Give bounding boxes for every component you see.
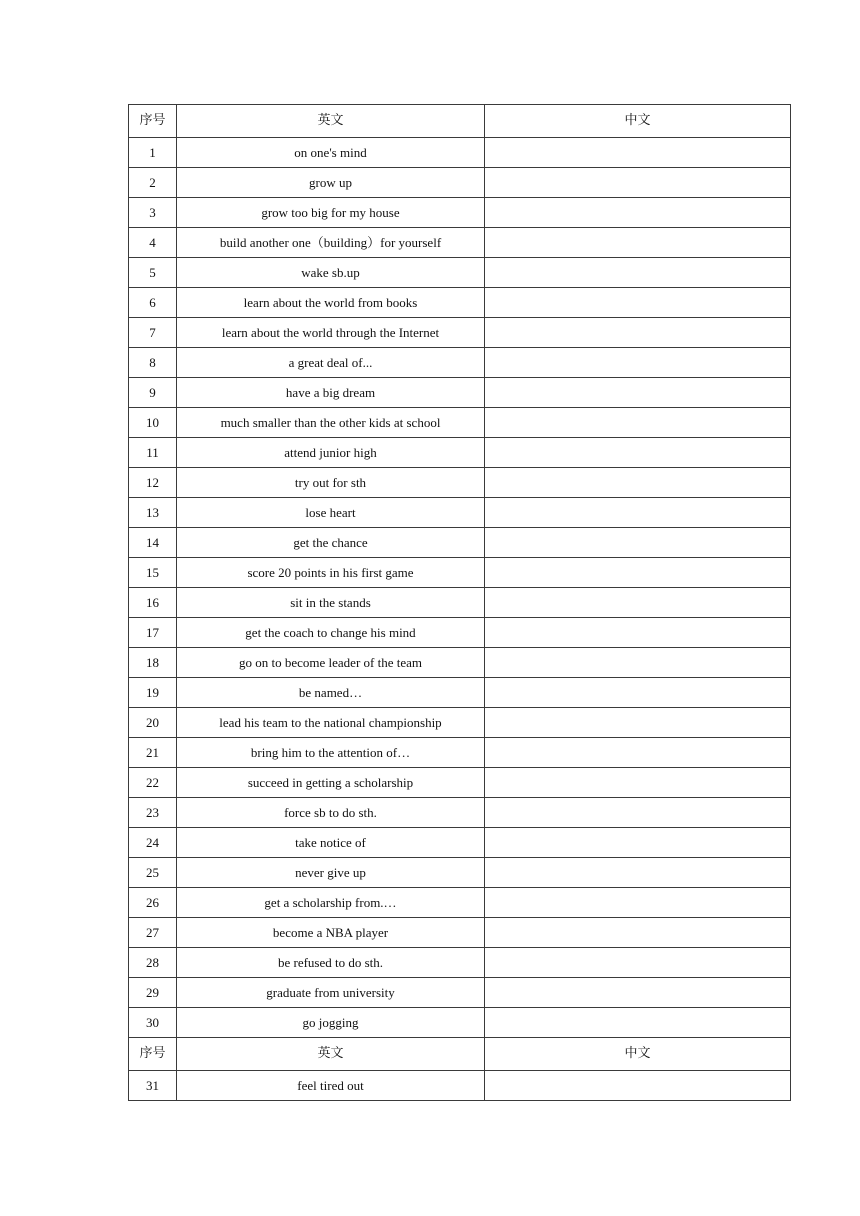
english-phrase: lead his team to the national championship [177,708,485,738]
row-number: 29 [129,978,177,1008]
chinese-translation-cell[interactable] [485,438,791,468]
table-row [129,468,791,498]
chinese-translation-cell[interactable] [485,228,791,258]
table-row [129,648,791,678]
table-header-row [129,1038,791,1071]
english-phrase: get the chance [177,528,485,558]
row-number: 11 [129,438,177,468]
row-number: 8 [129,348,177,378]
chinese-translation-cell[interactable] [485,888,791,918]
row-number: 20 [129,708,177,738]
header-english: 英文 [177,105,485,138]
chinese-translation-cell[interactable] [485,798,791,828]
chinese-translation-cell[interactable] [485,648,791,678]
chinese-translation-cell[interactable] [485,738,791,768]
row-number: 19 [129,678,177,708]
row-number: 6 [129,288,177,318]
english-phrase: take notice of [177,828,485,858]
english-phrase: learn about the world through the Internet [177,318,485,348]
english-phrase: graduate from university [177,978,485,1008]
row-number: 15 [129,558,177,588]
chinese-translation-cell[interactable] [485,1008,791,1038]
table-row [129,528,791,558]
row-number: 25 [129,858,177,888]
table-row [129,288,791,318]
table-row [129,348,791,378]
chinese-translation-cell[interactable] [485,378,791,408]
chinese-translation-cell[interactable] [485,408,791,438]
row-number: 13 [129,498,177,528]
header-chinese: 中文 [485,105,791,138]
chinese-translation-cell[interactable] [485,528,791,558]
english-phrase: grow up [177,168,485,198]
english-phrase: be refused to do sth. [177,948,485,978]
chinese-translation-cell[interactable] [485,498,791,528]
english-phrase: learn about the world from books [177,288,485,318]
english-phrase: sit in the stands [177,588,485,618]
table-row [129,438,791,468]
chinese-translation-cell[interactable] [485,678,791,708]
english-phrase: score 20 points in his first game [177,558,485,588]
table-row [129,258,791,288]
row-number: 16 [129,588,177,618]
table-row [129,558,791,588]
row-number: 23 [129,798,177,828]
table-row [129,618,791,648]
table-row [129,588,791,618]
table-row [129,678,791,708]
english-phrase: grow too big for my house [177,198,485,228]
table-row [129,918,791,948]
chinese-translation-cell[interactable] [485,918,791,948]
english-phrase: build another one（building）for yourself [177,228,485,258]
row-number: 2 [129,168,177,198]
table-row [129,888,791,918]
english-phrase: get the coach to change his mind [177,618,485,648]
chinese-translation-cell[interactable] [485,198,791,228]
row-number: 4 [129,228,177,258]
row-number: 1 [129,138,177,168]
header-chinese: 中文 [485,1038,791,1071]
row-number: 10 [129,408,177,438]
english-phrase: go on to become leader of the team [177,648,485,678]
english-phrase: much smaller than the other kids at school [177,408,485,438]
chinese-translation-cell[interactable] [485,948,791,978]
row-number: 5 [129,258,177,288]
table-header-row [129,105,791,138]
row-number: 17 [129,618,177,648]
row-number: 26 [129,888,177,918]
table-row [129,498,791,528]
row-number: 30 [129,1008,177,1038]
table-row [129,198,791,228]
row-number: 14 [129,528,177,558]
row-number: 31 [129,1071,177,1101]
table-row [129,798,791,828]
english-phrase: never give up [177,858,485,888]
english-phrase: a great deal of... [177,348,485,378]
english-phrase: be named… [177,678,485,708]
row-number: 22 [129,768,177,798]
table-row [129,228,791,258]
chinese-translation-cell[interactable] [485,468,791,498]
chinese-translation-cell[interactable] [485,588,791,618]
english-phrase: become a NBA player [177,918,485,948]
english-phrase: try out for sth [177,468,485,498]
chinese-translation-cell[interactable] [485,828,791,858]
row-number: 9 [129,378,177,408]
chinese-translation-cell[interactable] [485,768,791,798]
chinese-translation-cell[interactable] [485,168,791,198]
row-number: 7 [129,318,177,348]
english-phrase: force sb to do sth. [177,798,485,828]
table-row [129,1071,791,1101]
table-row [129,408,791,438]
header-number: 序号 [129,105,177,138]
chinese-translation-cell[interactable] [485,348,791,378]
english-phrase: on one's mind [177,138,485,168]
chinese-translation-cell[interactable] [485,978,791,1008]
table-row [129,828,791,858]
table-row [129,708,791,738]
row-number: 21 [129,738,177,768]
chinese-translation-cell[interactable] [485,1071,791,1101]
table-body [129,105,791,1101]
english-phrase: get a scholarship from.… [177,888,485,918]
chinese-translation-cell[interactable] [485,138,791,168]
row-number: 28 [129,948,177,978]
chinese-translation-cell[interactable] [485,558,791,588]
english-phrase: feel tired out [177,1071,485,1101]
header-number: 序号 [129,1038,177,1071]
row-number: 18 [129,648,177,678]
english-phrase: go jogging [177,1008,485,1038]
english-phrase: attend junior high [177,438,485,468]
chinese-translation-cell[interactable] [485,858,791,888]
header-english: 英文 [177,1038,485,1071]
english-phrase: lose heart [177,498,485,528]
table-row [129,978,791,1008]
row-number: 12 [129,468,177,498]
chinese-translation-cell[interactable] [485,288,791,318]
table-row [129,738,791,768]
chinese-translation-cell[interactable] [485,618,791,648]
table-row [129,378,791,408]
chinese-translation-cell[interactable] [485,258,791,288]
table-row [129,948,791,978]
english-phrase: bring him to the attention of… [177,738,485,768]
table-row [129,858,791,888]
table-row [129,138,791,168]
table-row [129,768,791,798]
chinese-translation-cell[interactable] [485,708,791,738]
english-phrase: succeed in getting a scholarship [177,768,485,798]
vocabulary-table [128,104,791,1101]
table-row [129,1008,791,1038]
table-row [129,168,791,198]
row-number: 3 [129,198,177,228]
chinese-translation-cell[interactable] [485,318,791,348]
row-number: 24 [129,828,177,858]
english-phrase: have a big dream [177,378,485,408]
row-number: 27 [129,918,177,948]
table-row [129,318,791,348]
english-phrase: wake sb.up [177,258,485,288]
